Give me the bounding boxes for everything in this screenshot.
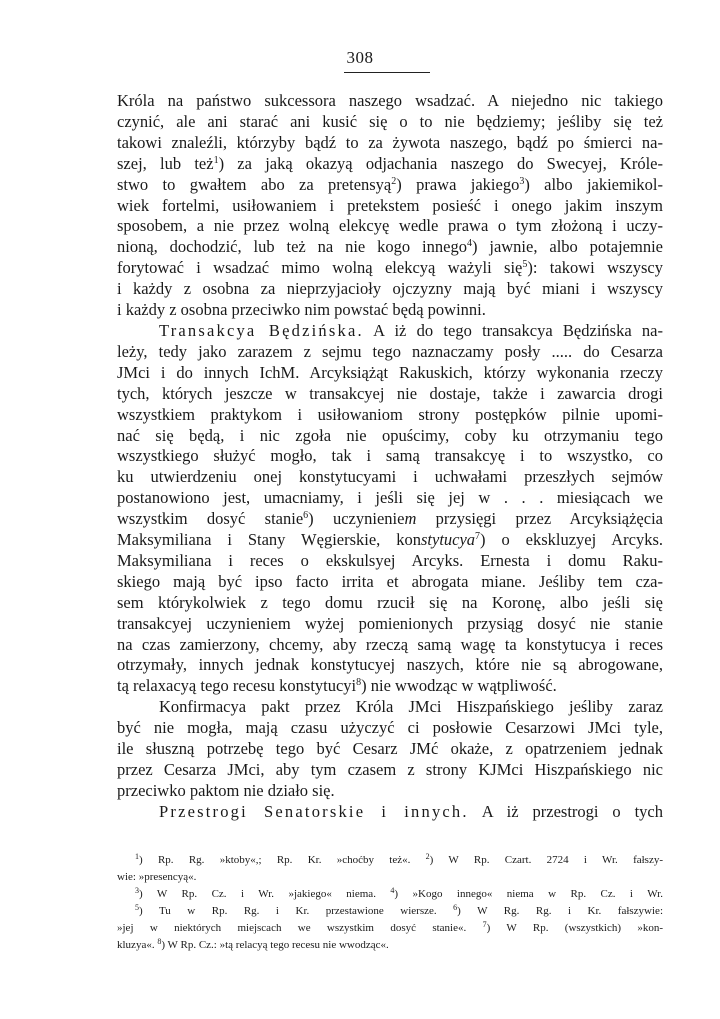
text-segment: ku utwierdzeniu onej konstytucyami i uchwałami przeszłych sejmów: [117, 467, 663, 487]
text-segment: nioną, dochodzić, lub też na nie kogo innego: [117, 237, 467, 257]
body-line: [117, 363, 663, 384]
body-line: [117, 551, 663, 572]
body-line: [117, 196, 663, 217]
text-segment: leży, tedy jako zarazem z sejmu tego naznaczamy posły ..... do Cesarza: [117, 341, 663, 361]
body-line: [117, 655, 663, 676]
italic-text: m: [404, 509, 417, 529]
text-segment: ) W Rg. Rg. i Kr. fałszywie:: [457, 904, 663, 917]
footnote-reference: 2: [425, 852, 430, 861]
body-line: [117, 279, 663, 300]
text-segment: wszystkim dosyć stanie: [117, 509, 304, 529]
text-segment: tych, których jeszcze w transakcyej nie dostaje, także i zawarcia drogi: [117, 383, 663, 403]
text-segment: ) W Rp. Cz.: »tą relacyą tego recesu nie wwodząc«.: [161, 938, 389, 951]
body-line: [117, 216, 663, 237]
text-segment: ) Rp. Rg. »ktoby«,; Rp. Kr. »choćby też«.: [139, 854, 426, 866]
body-line: [117, 384, 663, 405]
footnote-line: [117, 886, 663, 903]
body-line: [117, 509, 663, 530]
body-line: [117, 133, 663, 154]
body-line: [117, 572, 663, 593]
text-segment: wszystkiem praktykom i usiłowaniom strony postępków pilnie upomi-: [117, 404, 663, 424]
text-segment: i każdy z osobna za nieprzyjacioły ojczyzny mają być miani i wszyscy: [117, 279, 663, 299]
body-line: [117, 91, 663, 112]
body-line: [117, 676, 663, 697]
text-segment: A iż do tego transakcya Będzińska na-: [363, 320, 663, 340]
text-segment: kluzya«.: [117, 938, 158, 951]
text-segment: ile słuszną potrzebę tego być Cesarz JMć okaże, z opatrzeniem jednak: [117, 739, 663, 759]
footnote-reference: 6: [453, 902, 458, 912]
text-segment: ) »Kogo innego« niema w Rp. Cz. i Wr.: [394, 887, 663, 900]
text-segment: tą relaxacyą tego recesu konstytucyi: [117, 676, 357, 696]
body-line: [117, 467, 663, 488]
text-segment: czynić, ale ani starać ani kusić się o to nie będziemy; jeśliby się też: [117, 111, 663, 131]
text-segment: Króla na państwo sukcessora naszego wsadzać. A niejedno nic takiego: [117, 91, 663, 110]
text-segment: takowi znaleźli, którzyby bądź to za żywota naszego, bądź po śmierci na-: [117, 132, 663, 152]
body-line: [117, 300, 663, 321]
text-segment: Maksymiliana i Stany Węgierskie, kon: [117, 530, 421, 550]
body-line: [117, 237, 663, 258]
body-line: [117, 488, 663, 509]
body-line: [117, 760, 663, 781]
text-segment: forytować i wsadzać mimo wolną elekcyą ważyli się: [117, 258, 523, 278]
text-segment: i każdy z osobna przeciwko nim powstać będą powinni.: [117, 300, 486, 320]
body-line: [117, 718, 663, 739]
section-heading: Przestrogi Senatorskie i innych.: [159, 801, 469, 821]
footnote-line: [117, 869, 663, 886]
text-segment: ) jawnie, albo potajemnie: [471, 237, 663, 257]
body-line: [117, 530, 663, 551]
body-line: [117, 781, 663, 802]
text-segment: A iż przestrogi o tych: [468, 801, 663, 821]
text-segment: być nie mogła, mają czasu użyczyć ci posłowie Cesarzowi JMci tyle,: [117, 718, 663, 738]
text-segment: postanowiono jest, umacniamy, i jeśli się jej w . . . miesiącach we: [117, 488, 663, 508]
text-segment: Konfirmacya pakt przez Króla JMci Hiszpańskiego jeśliby zaraz: [159, 697, 663, 717]
footnote-reference: 2: [391, 175, 397, 187]
text-segment: ) albo jakiemikol-: [524, 174, 664, 194]
text-segment: ): takowi wszyscy: [527, 258, 663, 278]
page-number-rule: [344, 72, 430, 73]
text-segment: ) W Rp. Czart. 2724 i Wr. fałszy-: [429, 854, 663, 866]
text-segment: ) uczynienie: [308, 509, 405, 529]
body-line: [117, 154, 663, 175]
footnote-line: [117, 852, 663, 869]
text-segment: transakcyej uczynieniem wyżej pomienionych przysiąg dosyć nie stanie: [117, 613, 663, 633]
text-segment: Maksymiliana i reces o ekskulsyej Arcyks. Ernesta i domu Raku-: [117, 550, 663, 570]
body-line: [117, 112, 663, 133]
body-line: [117, 697, 663, 718]
text-segment: wie: »presencyą«.: [117, 870, 197, 883]
footnote-line: [117, 937, 663, 954]
body-line: [117, 321, 663, 342]
text-segment: przez Cesarza JMci, aby tym czasem z strony KJMci Hiszpańskiego nic: [117, 760, 663, 779]
footnote-reference: 8: [157, 936, 162, 946]
footnote-reference: 1: [135, 852, 139, 861]
text-segment: ) za jaką okazyą odjachania naszego do Swecyej, Króle-: [218, 153, 663, 173]
text-segment: otrzymały, innych jednak konstytucyej naszych, które nie są abrogowane,: [117, 655, 663, 675]
text-segment: na czas zamierzony, chcemy, aby rzeczą samą wagę ta konstytucya i reces: [117, 634, 663, 654]
text-segment: ) o ekskluzyej Arcyks.: [480, 530, 663, 550]
footnotes: [117, 852, 663, 953]
text-segment: wiek fortelmi, usiłowaniem i pretekstem posieść i onego jakim inszym: [117, 195, 663, 215]
body-line: [117, 426, 663, 447]
text-segment: wszystkiego służyć mogło, tak i samą transakcyę i to wszystko, co: [117, 446, 663, 466]
text-segment: nać się będą, i nic zgoła nie opuścimy, coby ku otrzymaniu tego: [117, 425, 663, 445]
text-segment: ) nie wwodząc w wątpliwość.: [361, 676, 557, 696]
footnote-reference: 7: [482, 919, 487, 929]
footnote-reference: 3: [519, 175, 525, 187]
section-heading: Transakcya Będzińska.: [159, 320, 364, 340]
text-segment: »jej w niektórych miejscach we wszystkim dosyć stanie«.: [117, 921, 483, 934]
text-segment: sposobem, a nie przez wolną elekcyę wedle prawa o tym złożoną i uczy-: [117, 216, 663, 236]
footnote-line: [117, 903, 663, 920]
footnote-reference: 4: [390, 885, 395, 895]
footnote-reference: 4: [466, 238, 472, 250]
footnote-reference: 5: [522, 259, 528, 271]
footnote-reference: 1: [213, 154, 219, 166]
body-line: [117, 258, 663, 279]
text-segment: skiego mają być ipso facto irrita et abrogata miane. Jeśliby tem cza-: [117, 571, 663, 591]
body-line: [117, 614, 663, 635]
footnote-reference: 7: [475, 531, 481, 543]
body-line: [117, 446, 663, 467]
body-line: [117, 405, 663, 426]
page-number: 308: [346, 48, 374, 67]
text-segment: szej, lub też: [117, 153, 214, 173]
body-line: [117, 635, 663, 656]
footnote-reference: 3: [135, 885, 139, 895]
text-segment: ) Tu w Rp. Rg. i Kr. przestawione wiersze.: [139, 904, 454, 917]
body-line: [117, 739, 663, 760]
text-segment: przeciwko paktom nie działo się.: [117, 780, 335, 800]
italic-text: stytucya: [420, 530, 476, 550]
body-line: [117, 593, 663, 614]
footnote-reference: 5: [135, 902, 139, 912]
text-segment: ) W Rp. Cz. i Wr. »jakiego« niema.: [139, 887, 391, 900]
text-segment: sem którykolwiek z tego domu rzucił się na Koronę, albo jeśli się: [117, 592, 663, 612]
body-text: [117, 91, 663, 823]
footnote-reference: 6: [303, 510, 309, 522]
text-segment: ) prawa jakiego: [396, 174, 520, 194]
footnote-line: [117, 920, 663, 937]
body-line: [117, 175, 663, 196]
text-segment: przysięgi przez Arcyksiążęcia: [416, 509, 663, 529]
text-segment: JMci i do innych IchM. Arcyksiążąt Rakuskich, którzy wykonania rzeczy: [117, 362, 663, 382]
text-segment: ) W Rp. (wszystkich) »kon-: [486, 921, 663, 934]
text-segment: stwo to gwałtem abo za pretensyą: [117, 174, 392, 194]
body-line: [117, 342, 663, 363]
body-line: [117, 802, 663, 823]
footnote-reference: 8: [356, 677, 362, 689]
